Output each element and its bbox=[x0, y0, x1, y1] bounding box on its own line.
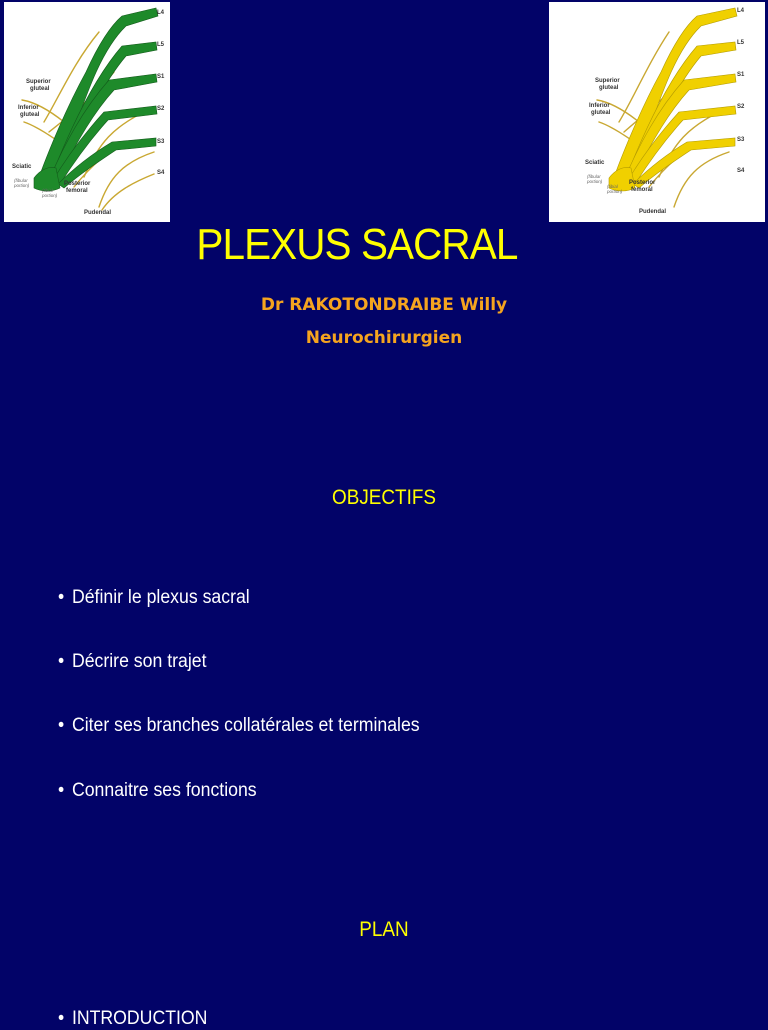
objectif-item bbox=[58, 587, 250, 609]
svg-text:portion): portion) bbox=[607, 189, 623, 194]
svg-text:(tibial: (tibial bbox=[607, 184, 618, 189]
svg-text:S3: S3 bbox=[737, 137, 745, 143]
sacral-plexus-figure-yellow bbox=[549, 2, 765, 222]
bullet-icon: • bbox=[58, 651, 65, 672]
svg-text:portion): portion) bbox=[14, 183, 30, 188]
svg-text:S4: S4 bbox=[157, 170, 165, 176]
sacral-plexus-diagram-yellow bbox=[549, 2, 765, 222]
svg-text:portion): portion) bbox=[42, 193, 58, 198]
objectif-item bbox=[58, 715, 420, 737]
author-role: Neurochirurgien bbox=[305, 328, 463, 348]
svg-text:gluteal: gluteal bbox=[30, 86, 50, 92]
bullet-icon: • bbox=[58, 1008, 65, 1029]
slide-title: PLEXUS SACRAL bbox=[196, 220, 518, 269]
sacral-plexus-figure-green bbox=[4, 2, 170, 222]
svg-text:S4: S4 bbox=[737, 168, 745, 174]
svg-text:L5: L5 bbox=[157, 42, 165, 48]
svg-text:(tibial: (tibial bbox=[42, 188, 53, 193]
svg-text:Sciatic: Sciatic bbox=[12, 164, 32, 170]
svg-text:S1: S1 bbox=[737, 72, 745, 78]
svg-text:Pudendal: Pudendal bbox=[84, 210, 112, 216]
svg-text:S3: S3 bbox=[157, 139, 165, 145]
svg-text:(fibular: (fibular bbox=[14, 178, 28, 183]
svg-text:Posterior: Posterior bbox=[629, 180, 656, 186]
svg-text:S2: S2 bbox=[157, 106, 165, 112]
svg-text:L5: L5 bbox=[737, 40, 745, 46]
svg-text:femoral: femoral bbox=[631, 187, 653, 193]
svg-text:gluteal: gluteal bbox=[599, 85, 619, 91]
author-name: Dr RAKOTONDRAIBE Willy bbox=[260, 295, 508, 315]
objectif-item-text: Décrire son trajet bbox=[71, 651, 207, 672]
objectif-item-text: Connaitre ses fonctions bbox=[71, 780, 257, 801]
svg-text:S2: S2 bbox=[737, 104, 745, 110]
svg-text:Superior: Superior bbox=[595, 78, 620, 84]
svg-text:gluteal: gluteal bbox=[591, 110, 611, 116]
plan-heading: PLAN bbox=[359, 918, 409, 941]
bullet-icon: • bbox=[58, 780, 65, 801]
svg-text:Inferior: Inferior bbox=[589, 103, 610, 109]
svg-text:femoral: femoral bbox=[66, 188, 88, 194]
objectif-item-text: Définir le plexus sacral bbox=[71, 587, 250, 608]
svg-text:(fibular: (fibular bbox=[587, 174, 601, 179]
bullet-icon: • bbox=[58, 587, 65, 608]
svg-text:L4: L4 bbox=[737, 8, 745, 14]
bullet-icon: • bbox=[58, 715, 65, 736]
objectif-item bbox=[58, 651, 206, 673]
svg-text:S1: S1 bbox=[157, 74, 165, 80]
svg-text:Posterior: Posterior bbox=[64, 181, 91, 187]
svg-text:Pudendal: Pudendal bbox=[639, 209, 667, 215]
objectif-item-text: Citer ses branches collatérales et terminales bbox=[71, 715, 420, 736]
svg-text:portion): portion) bbox=[587, 179, 603, 184]
svg-text:Superior: Superior bbox=[26, 79, 51, 85]
svg-text:Sciatic: Sciatic bbox=[585, 160, 605, 166]
plan-item bbox=[58, 1008, 207, 1030]
objectifs-heading: OBJECTIFS bbox=[332, 486, 436, 509]
plan-item-text: INTRODUCTION bbox=[71, 1008, 208, 1029]
sacral-plexus-diagram-green bbox=[4, 2, 170, 222]
svg-text:gluteal: gluteal bbox=[20, 112, 40, 118]
svg-text:Inferior: Inferior bbox=[18, 105, 39, 111]
objectif-item bbox=[58, 780, 257, 802]
svg-text:L4: L4 bbox=[157, 10, 165, 16]
